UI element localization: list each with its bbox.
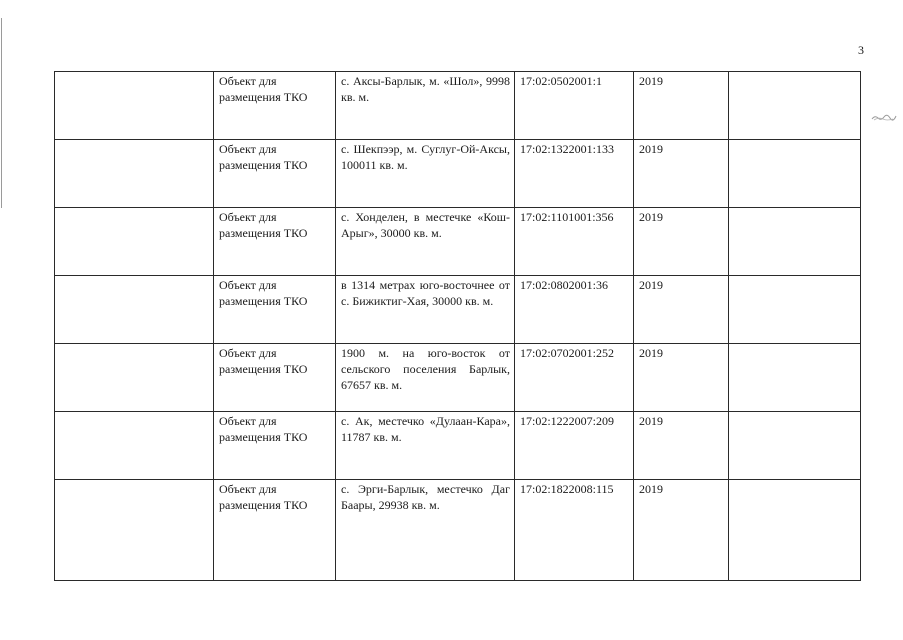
object-type-cell: Объект для размещения ТКО <box>214 480 336 581</box>
empty-cell <box>729 480 861 581</box>
empty-cell <box>55 344 214 412</box>
empty-cell <box>729 140 861 208</box>
address-cell: с. Эрги-Барлык, местечко Даг Баары, 29938 кв. м. <box>336 480 515 581</box>
table-row <box>55 276 861 344</box>
object-type-cell: Объект для размещения ТКО <box>214 412 336 480</box>
address-cell: с. Хонделен, в местечке «Кош-Арыг», 30000 кв. м. <box>336 208 515 276</box>
object-type-cell: Объект для размещения ТКО <box>214 140 336 208</box>
year-cell: 2019 <box>634 276 729 344</box>
object-type-cell: Объект для размещения ТКО <box>214 276 336 344</box>
cadastral-number-cell: 17:02:1822008:115 <box>515 480 634 581</box>
table-row <box>55 208 861 276</box>
empty-cell <box>55 208 214 276</box>
registry-table <box>54 71 861 581</box>
empty-cell <box>729 344 861 412</box>
page-number: 3 <box>858 43 864 57</box>
empty-cell <box>55 276 214 344</box>
year-cell: 2019 <box>634 140 729 208</box>
cadastral-number-cell: 17:02:0502001:1 <box>515 72 634 140</box>
cadastral-number-cell: 17:02:1222007:209 <box>515 412 634 480</box>
cadastral-number-cell: 17:02:1322001:133 <box>515 140 634 208</box>
address-cell: с. Шекпээр, м. Суглуг-Ой-Аксы, 100011 кв. м. <box>336 140 515 208</box>
table-row <box>55 140 861 208</box>
address-cell: с. Аксы-Барлык, м. «Шол», 9998 кв. м. <box>336 72 515 140</box>
object-type-cell: Объект для размещения ТКО <box>214 72 336 140</box>
cadastral-number-cell: 17:02:0702001:252 <box>515 344 634 412</box>
empty-cell <box>55 480 214 581</box>
cadastral-number-cell: 17:02:0802001:36 <box>515 276 634 344</box>
scan-artifact-mark <box>871 113 897 121</box>
scan-edge-mark <box>1 18 2 208</box>
empty-cell <box>729 276 861 344</box>
cadastral-number-cell: 17:02:1101001:356 <box>515 208 634 276</box>
empty-cell <box>55 72 214 140</box>
empty-cell <box>55 140 214 208</box>
year-cell: 2019 <box>634 208 729 276</box>
address-cell: 1900 м. на юго-восток от сельского поселения Барлык, 67657 кв. м. <box>336 344 515 412</box>
table-row <box>55 480 861 581</box>
address-cell: в 1314 метрах юго-восточнее от с. Бижиктиг-Хая, 30000 кв. м. <box>336 276 515 344</box>
year-cell: 2019 <box>634 344 729 412</box>
object-type-cell: Объект для размещения ТКО <box>214 344 336 412</box>
year-cell: 2019 <box>634 412 729 480</box>
year-cell: 2019 <box>634 72 729 140</box>
empty-cell <box>729 208 861 276</box>
year-cell: 2019 <box>634 480 729 581</box>
empty-cell <box>729 72 861 140</box>
table-row <box>55 344 861 412</box>
table-row <box>55 72 861 140</box>
empty-cell <box>55 412 214 480</box>
empty-cell <box>729 412 861 480</box>
table-row <box>55 412 861 480</box>
address-cell: с. Ак, местечко «Дулаан-Кара», 11787 кв. м. <box>336 412 515 480</box>
object-type-cell: Объект для размещения ТКО <box>214 208 336 276</box>
